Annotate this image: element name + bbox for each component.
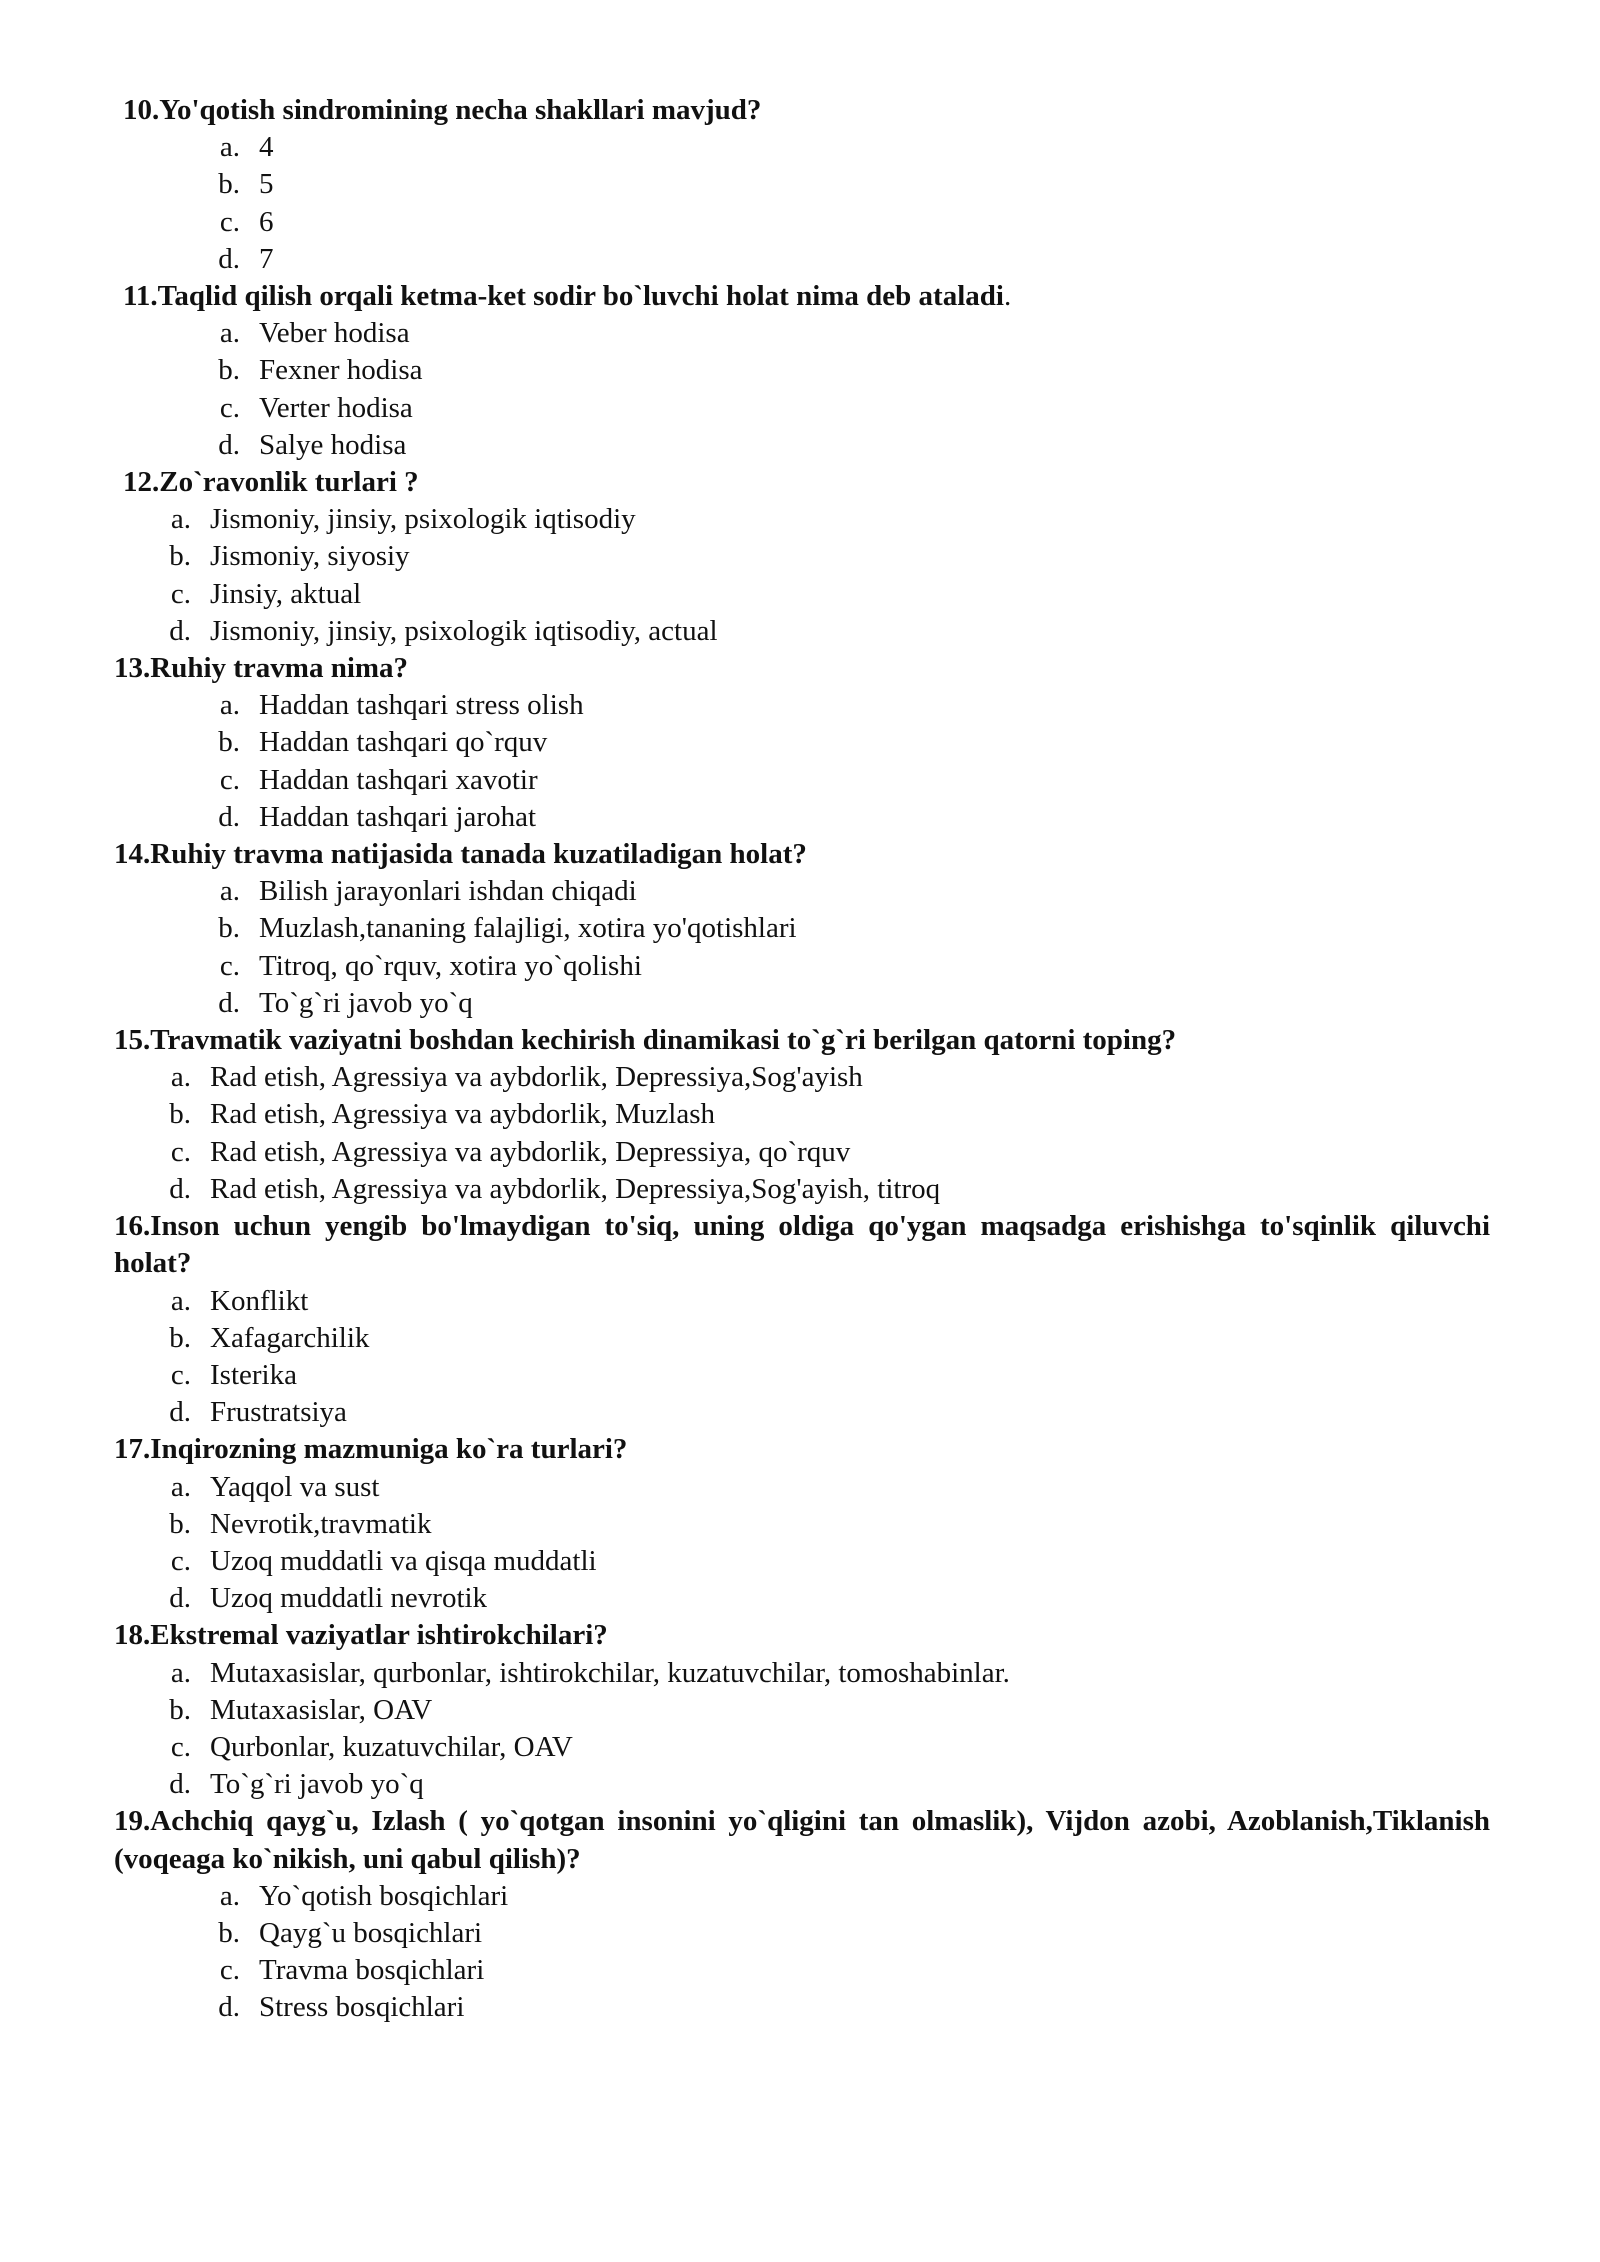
option-text: Veber hodisa [259, 317, 410, 350]
option-text: Rad etish, Agressiya va aybdorlik, Depressiya,Sog'ayish [210, 1061, 863, 1094]
option-text: Haddan tashqari xavotir [259, 763, 538, 796]
question-block [114, 1208, 1490, 1431]
option-text: Haddan tashqari qo`rquv [259, 726, 548, 759]
option-text: Qurbonlar, kuzatuvchilar, OAV [210, 1730, 573, 1763]
answer-option [114, 1915, 1490, 1952]
option-letter: a. [170, 503, 191, 536]
option-text: 5 [259, 168, 274, 201]
option-text: Uzoq muddatli nevrotik [210, 1582, 488, 1615]
question-text: 10.Yo'qotish sindromining necha shakllari mavjud? [123, 94, 762, 126]
answer-option [114, 390, 1490, 427]
question-text: 14.Ruhiy travma natijasida tanada kuzatiladigan holat? [114, 838, 807, 871]
option-letter: a. [170, 1284, 191, 1317]
question-block [114, 92, 1490, 278]
answer-option [114, 352, 1490, 389]
question-block [114, 836, 1490, 1022]
answer-option [114, 873, 1490, 910]
question-text: 15.Travmatik vaziyatni boshdan kechirish dinamikasi to`g`ri berilgan qatorni toping? [114, 1024, 1177, 1057]
option-text: Fexner hodisa [259, 354, 423, 387]
question-block [114, 1022, 1490, 1208]
option-letter: c. [219, 763, 240, 796]
option-text: Jismoniy, jinsiy, psixologik iqtisodiy [210, 503, 636, 536]
question-block [114, 278, 1490, 464]
option-letter: a. [170, 1470, 191, 1503]
option-text: Mutaxasislar, OAV [210, 1693, 433, 1726]
answer-option [114, 166, 1490, 203]
answer-option [114, 1766, 1490, 1803]
answer-option [114, 1952, 1490, 1989]
option-text: Jismoniy, jinsiy, psixologik iqtisodiy, actual [210, 614, 718, 647]
question-block [114, 464, 1490, 650]
option-text: Frustratsiya [210, 1396, 347, 1429]
option-text: Stress bosqichlari [259, 1991, 465, 2024]
option-text: To`g`ri javob yo`q [210, 1768, 424, 1801]
answer-option [114, 1283, 1490, 1320]
option-letter: b. [169, 1098, 191, 1131]
answer-option [114, 1357, 1490, 1394]
option-text: Rad etish, Agressiya va aybdorlik, Muzlash [210, 1098, 715, 1131]
answer-option [114, 1692, 1490, 1729]
question-text-period: . [1003, 280, 1012, 313]
option-text: 6 [259, 205, 274, 238]
answer-option [114, 241, 1490, 278]
question-block [114, 1803, 1490, 2026]
option-text: To`g`ri javob yo`q [259, 986, 473, 1019]
answer-option [114, 799, 1490, 836]
option-letter: a. [170, 1061, 191, 1094]
answer-option [114, 724, 1490, 761]
option-text: Yaqqol va sust [210, 1470, 380, 1503]
option-letter: a. [219, 875, 240, 908]
option-letter: d. [218, 800, 240, 833]
answer-option [114, 129, 1490, 166]
option-letter: b. [169, 1693, 191, 1726]
option-letter: d. [169, 1172, 191, 1205]
option-text: Nevrotik,travmatik [210, 1507, 432, 1540]
option-letter: d. [169, 614, 191, 647]
question-block [114, 650, 1490, 836]
option-letter: d. [169, 1396, 191, 1429]
question-text-main: 11.Taqlid qilish orqali ketma-ket sodir bo`luvchi holat nima deb ataladi [123, 280, 1004, 313]
option-text: Jinsiy, aktual [210, 577, 362, 610]
option-text: Isterika [210, 1358, 297, 1391]
question-text: 13.Ruhiy travma nima? [114, 652, 409, 685]
option-text: Xafagarchilik [210, 1321, 370, 1354]
question-block [114, 1431, 1490, 1617]
option-letter: b. [218, 354, 240, 387]
option-text: Rad etish, Agressiya va aybdorlik, Depressiya,Sog'ayish, titroq [210, 1172, 941, 1205]
answer-option [114, 985, 1490, 1022]
option-text: Jismoniy, siyosiy [210, 540, 410, 573]
option-letter: c. [219, 949, 240, 982]
option-letter: b. [218, 1916, 240, 1949]
answer-option [114, 1989, 1490, 2026]
answer-option [114, 1059, 1490, 1096]
option-letter: b. [169, 540, 191, 573]
question-text: 12.Zo`ravonlik turlari ? [123, 466, 419, 499]
answer-option [114, 576, 1490, 613]
option-letter: b. [218, 168, 240, 201]
question-text: 19.Achchiq qayg`u, Izlash ( yo`qotgan insonini yo`qligini tan olmaslik), Vijdon azobi, Azoblanish,Tiklanish (voqeaga ko`nikish, uni qabul qilish)? [114, 1805, 1490, 1875]
option-letter: b. [218, 726, 240, 759]
option-letter: b. [218, 912, 240, 945]
test-page [114, 92, 1490, 2027]
question-text [114, 278, 1490, 315]
option-text: Mutaxasislar, qurbonlar, ishtirokchilar, kuzatuvchilar, tomoshabinlar. [210, 1656, 1010, 1689]
option-text: Bilish jarayonlari ishdan chiqadi [259, 875, 637, 908]
option-letter: c. [170, 1135, 191, 1168]
option-letter: d. [218, 986, 240, 1019]
option-letter: c. [219, 205, 240, 238]
option-text: Yo`qotish bosqichlari [259, 1879, 509, 1912]
option-letter: a. [219, 317, 240, 350]
option-letter: a. [219, 131, 240, 164]
option-text: Konflikt [210, 1284, 309, 1317]
answer-option [114, 427, 1490, 464]
option-letter: d. [169, 1768, 191, 1801]
answer-option [114, 1320, 1490, 1357]
option-letter: c. [170, 577, 191, 610]
answer-option [114, 204, 1490, 241]
answer-option [114, 501, 1490, 538]
question-text: 17.Inqirozning mazmuniga ko`ra turlari? [114, 1433, 628, 1466]
question-text: 18.Ekstremal vaziyatlar ishtirokchilari? [114, 1619, 608, 1652]
answer-option [114, 1655, 1490, 1692]
option-letter: d. [218, 1991, 240, 2024]
question-text: 16.Inson uchun yengib bo'lmaydigan to'siq, uning oldiga qo'ygan maqsadga erishishga to'sqinlik qiluvchi holat? [114, 1210, 1490, 1280]
option-text: 4 [259, 131, 274, 164]
option-text: Verter hodisa [259, 391, 413, 424]
answer-option [114, 538, 1490, 575]
question-block [114, 1617, 1490, 1803]
option-text: Haddan tashqari jarohat [259, 800, 537, 833]
answer-option [114, 1729, 1490, 1766]
option-text: Muzlash,tananing falajligi, xotira yo'qotishlari [259, 912, 797, 945]
answer-option [114, 1506, 1490, 1543]
option-letter: d. [169, 1582, 191, 1615]
answer-option [114, 1580, 1490, 1617]
option-letter: c. [170, 1730, 191, 1763]
answer-option [114, 613, 1490, 650]
answer-option [114, 1469, 1490, 1506]
option-letter: c. [219, 391, 240, 424]
answer-option [114, 910, 1490, 947]
option-text: Titroq, qo`rquv, xotira yo`qolishi [259, 949, 642, 982]
option-letter: c. [219, 1954, 240, 1987]
answer-option [114, 1134, 1490, 1171]
answer-option [114, 1096, 1490, 1133]
option-letter: c. [170, 1544, 191, 1577]
option-letter: b. [169, 1321, 191, 1354]
option-text: Haddan tashqari stress olish [259, 689, 584, 722]
option-text: Qayg`u bosqichlari [259, 1916, 483, 1949]
option-text: Travma bosqichlari [259, 1954, 485, 1987]
option-text: Salye hodisa [259, 428, 407, 461]
option-letter: c. [170, 1358, 191, 1391]
option-text: Uzoq muddatli va qisqa muddatli [210, 1544, 597, 1577]
option-letter: a. [170, 1656, 191, 1689]
option-letter: a. [219, 689, 240, 722]
answer-option [114, 315, 1490, 352]
option-text: 7 [259, 242, 274, 275]
answer-option [114, 687, 1490, 724]
option-letter: d. [218, 242, 240, 275]
answer-option [114, 762, 1490, 799]
answer-option [114, 1543, 1490, 1580]
option-letter: b. [169, 1507, 191, 1540]
answer-option [114, 948, 1490, 985]
answer-option [114, 1171, 1490, 1208]
answer-option [114, 1394, 1490, 1431]
option-letter: d. [218, 428, 240, 461]
option-text: Rad etish, Agressiya va aybdorlik, Depressiya, qo`rquv [210, 1135, 851, 1168]
answer-option [114, 1878, 1490, 1915]
option-letter: a. [219, 1879, 240, 1912]
